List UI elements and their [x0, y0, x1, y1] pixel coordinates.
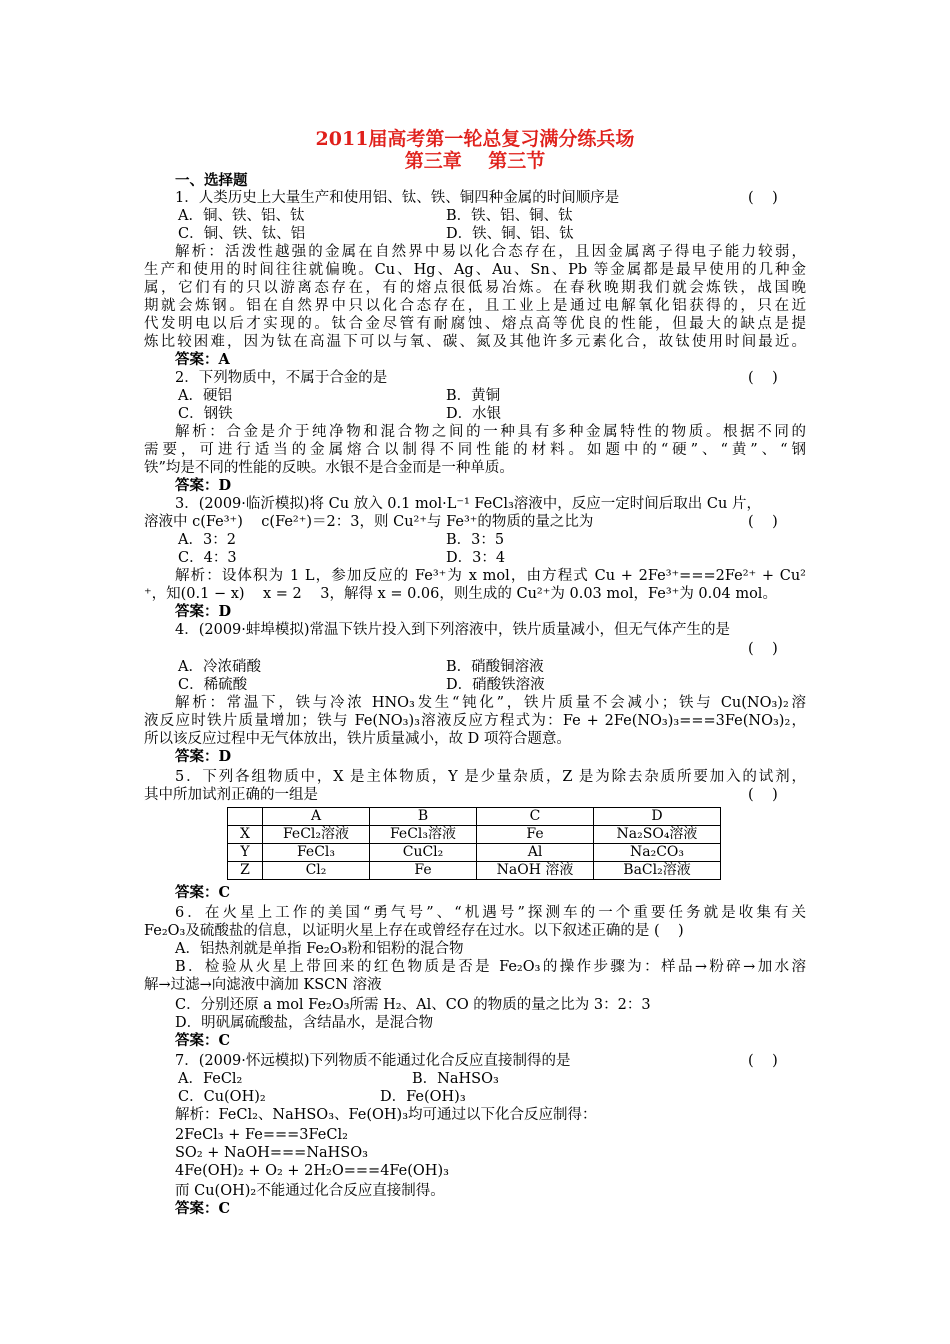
question-6-stem-cont: Fe₂O₃及硫酸盐的信息，以证明火星上存在或曾经存在过水。以下叙述正确的是 ( )	[144, 923, 684, 939]
q7-answer: 答案：C	[175, 1200, 231, 1217]
q1-option-a: A．铜、铁、铝、钛	[178, 208, 305, 224]
q4-analysis-line: 解析：常温下，铁与冷浓 HNO₃发生“钝化”，铁片质量不会减小；铁与 Cu(NO₃)₂溶	[175, 695, 806, 711]
q2-option-a: A．硬铝	[178, 388, 232, 404]
table-cell: FeCl₃	[263, 844, 370, 862]
q3-answer: 答案：D	[175, 603, 232, 620]
q3-option-a: A．3：2	[178, 532, 236, 548]
q1-analysis-line: 解析：活泼性越强的金属在自然界中易以化合态存在，且因金属离子得电子能力较弱，	[175, 244, 806, 260]
q4-option-c: C．稀硫酸	[178, 677, 248, 693]
q6-answer: 答案：C	[175, 1032, 231, 1049]
q6-option-d: D．明矾属硫酸盐，含结晶水，是混合物	[175, 1015, 434, 1031]
q7-option-d: D．Fe(OH)₃	[380, 1089, 466, 1105]
table-row	[228, 844, 721, 862]
question-1-stem: 1．人类历史上大量生产和使用铝、钛、铁、铜四种金属的时间顺序是	[175, 190, 620, 206]
q4-option-a: A．冷浓硝酸	[178, 659, 261, 675]
q2-option-b: B．黄铜	[446, 388, 501, 404]
q1-option-d: D．铁、铜、铝、钛	[446, 226, 574, 242]
q4-answer: 答案：D	[175, 748, 232, 765]
q6-option-b: B．检验从火星上带回来的红色物质是否是 Fe₂O₃的操作步骤为：样品→粉碎→加水溶	[175, 959, 806, 975]
q5-answer: 答案：C	[175, 884, 231, 901]
q4-option-b: B．硝酸铜溶液	[446, 659, 544, 675]
table-header-row	[228, 808, 721, 826]
section-heading: 一、选择题	[175, 172, 248, 189]
q1-analysis-line: 代发明电以后才实现的。钛合金尽管有耐腐蚀、熔点高等优良的性能，但最大的缺点是提	[144, 316, 806, 332]
q1-option-b: B．铁、铝、铜、钛	[446, 208, 573, 224]
table-cell: B	[370, 808, 477, 826]
q6-option-a: A．铝热剂就是单指 Fe₂O₃粉和铝粉的混合物	[175, 941, 464, 957]
q7-option-c: C．Cu(OH)₂	[178, 1089, 266, 1105]
question-7-stem: 7．(2009·怀远模拟)下列物质不能通过化合反应直接制得的是	[175, 1053, 571, 1069]
table-cell: X	[228, 826, 263, 844]
q2-option-d: D．水银	[446, 406, 502, 422]
table-row	[228, 862, 721, 880]
table-cell: A	[263, 808, 370, 826]
q2-option-c: C．钢铁	[178, 406, 233, 422]
table-cell: Al	[477, 844, 594, 862]
table-cell: FeCl₃溶液	[370, 826, 477, 844]
q2-answer: 答案：D	[175, 477, 232, 494]
table-cell: Na₂SO₄溶液	[594, 826, 721, 844]
question-5-stem: 5．下列各组物质中，X 是主体物质，Y 是少量杂质，Z 是为除去杂质所要加入的试剂，	[175, 769, 806, 785]
table-cell: NaOH 溶液	[477, 862, 594, 880]
document-title: 2011届高考第一轮总复习满分练兵场	[315, 128, 635, 150]
answer-paren: ( )	[748, 190, 778, 206]
table-cell: BaCl₂溶液	[594, 862, 721, 880]
q6-option-c: C．分别还原 a mol Fe₂O₃所需 H₂、Al、CO 的物质的量之比为 3：2：3	[175, 997, 651, 1013]
q3-option-b: B．3：5	[446, 532, 505, 548]
table-cell: Fe	[477, 826, 594, 844]
q7-option-a: A．FeCl₂	[178, 1071, 243, 1087]
q2-analysis-line: 解析：合金是介于纯净物和混合物之间的一种具有多种金属特性的物质。根据不同的	[175, 424, 806, 440]
table-cell: FeCl₂溶液	[263, 826, 370, 844]
q3-option-d: D．3：4	[446, 550, 506, 566]
table-cell: Z	[228, 862, 263, 880]
q7-equation: 2FeCl₃ + Fe===3FeCl₂	[175, 1127, 348, 1143]
question-5-stem-cont: 其中所加试剂正确的一组是	[144, 787, 318, 803]
q5-table	[227, 807, 721, 880]
answer-paren: ( )	[748, 641, 778, 657]
q1-answer: 答案：A	[175, 351, 230, 368]
question-3-stem: 3．(2009·临沂模拟)将 Cu 放入 0.1 mol·L⁻¹ FeCl₃溶液中，反应一定时间后取出 Cu 片，	[175, 496, 761, 512]
q4-analysis-line: 所以该反应过程中无气体放出，铁片质量减小，故 D 项符合题意。	[144, 731, 571, 747]
q3-option-c: C．4：3	[178, 550, 237, 566]
table-cell: D	[594, 808, 721, 826]
table-cell: C	[477, 808, 594, 826]
answer-paren: ( )	[748, 370, 778, 386]
q7-analysis-line: 而 Cu(OH)₂不能通过化合反应直接制得。	[175, 1183, 445, 1199]
q4-analysis-line: 液反应时铁片质量增加；铁与 Fe(NO₃)₃溶液反应方程式为：Fe + 2Fe(NO₃)₃===3Fe(NO₃)₂，	[144, 713, 806, 729]
question-2-stem: 2．下列物质中，不属于合金的是	[175, 370, 388, 386]
q7-option-b: B．NaHSO₃	[412, 1071, 499, 1087]
table-row	[228, 826, 721, 844]
table-cell: Y	[228, 844, 263, 862]
q1-option-c: C．铜、铁、钛、铝	[178, 226, 306, 242]
chapter-title: 第三章 第三节	[404, 150, 546, 172]
q1-analysis-line: 生产和使用的时间往往就偏晚。Cu、Hg、Ag、Au、Sn、Pb 等金属都是最早使用的几种金	[144, 262, 806, 278]
answer-paren: ( )	[748, 514, 778, 530]
table-cell: Na₂CO₃	[594, 844, 721, 862]
question-3-stem-cont: 溶液中 c(Fe³⁺) c(Fe²⁺)＝2：3，则 Cu²⁺与 Fe³⁺的物质的量之比为	[144, 514, 594, 530]
q6-option-b-cont: 解→过滤→向滤液中滴加 KSCN 溶液	[144, 977, 382, 993]
table-cell: CuCl₂	[370, 844, 477, 862]
question-6-stem: 6．在火星上工作的美国“勇气号”、“机遇号”探测车的一个重要任务就是收集有关	[175, 905, 806, 921]
q4-option-d: D．硝酸铁溶液	[446, 677, 545, 693]
table-cell: Cl₂	[263, 862, 370, 880]
q3-analysis-line: ⁺，知(0.1 − x) x = 2 3，解得 x = 0.06，则生成的 Cu²⁺为 0.03 mol，Fe³⁺为 0.04 mol。	[144, 586, 777, 602]
question-4-stem: 4．(2009·蚌埠模拟)常温下铁片投入到下列溶液中，铁片质量减小，但无气体产生的是	[175, 622, 731, 638]
table-cell: Fe	[370, 862, 477, 880]
answer-paren: ( )	[748, 1053, 778, 1069]
q1-analysis-line: 属，它们有的只以游离态存在，有的熔点很低易冶炼。在春秋晚期我们就会炼铁，战国晚	[144, 280, 806, 296]
q3-analysis-line: 解析：设体积为 1 L，参加反应的 Fe³⁺为 x mol，由方程式 Cu + 2Fe³⁺===2Fe²⁺ + Cu²	[175, 568, 806, 584]
q7-equation: 4Fe(OH)₂ + O₂ + 2H₂O===4Fe(OH)₃	[175, 1163, 449, 1179]
q1-analysis-line: 期就会炼钢。铝在自然界中只以化合态存在，且工业上是通过电解氧化铝获得的，只在近	[144, 298, 806, 314]
q1-analysis-line: 炼比较困难，因为钛在高温下可以与氧、碳、氮及其他许多元素化合，故钛使用时间最近。	[144, 334, 806, 350]
q2-analysis-line: 需要，可进行适当的金属熔合以制得不同性能的材料。如题中的“硬”、“黄”、“钢	[144, 442, 806, 458]
q2-analysis-line: 铁”均是不同的性能的反映。水银不是合金而是一种单质。	[144, 460, 514, 476]
q7-equation: SO₂ + NaOH===NaHSO₃	[175, 1145, 368, 1161]
q7-analysis-line: 解析：FeCl₂、NaHSO₃、Fe(OH)₃均可通过以下化合反应制得：	[175, 1107, 597, 1123]
table-cell	[228, 808, 263, 826]
answer-paren: ( )	[748, 787, 778, 803]
